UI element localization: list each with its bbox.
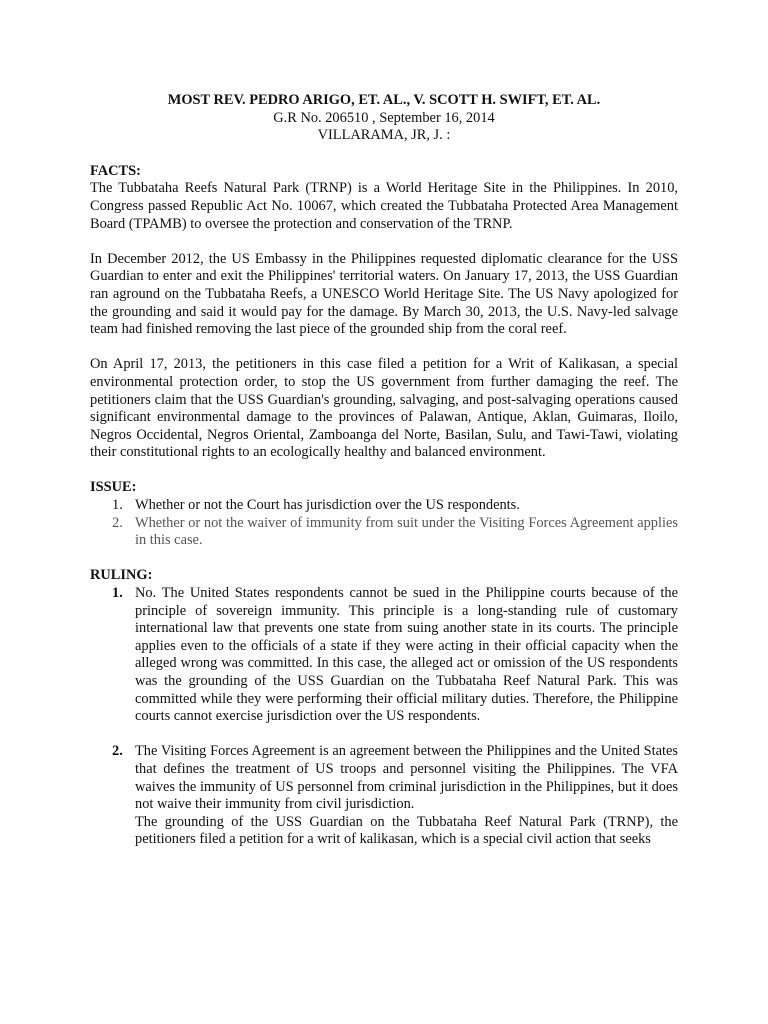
ruling-number: 1. <box>112 585 123 602</box>
ruling-item-1 <box>90 585 678 726</box>
issue-heading: ISSUE: <box>90 479 137 496</box>
ruling-text: The Visiting Forces Agreement is an agreement between the Philippines and the United States that defines the treatment of US troops and personnel visiting the Philippines. The VFA waives the immunity of US personnel from criminal jurisdiction in the Philippines, but it does not waive their immunity from civil jurisdiction. <box>135 743 678 813</box>
issue-list <box>90 497 678 550</box>
ruling-list <box>90 585 678 849</box>
ruling-text: No. The United States respondents cannot be sued in the Philippine courts because of the principle of sovereign immunity. This principle is a long-standing rule of customary international law that prevents one state from suing another state in its courts. The principle applies even to the officials of a state if they were acting in their official capacity when the alleged wrong was committed. In this case, the alleged act or omission of the US respondents was the grounding of the USS Guardian on the Tubbataha Reef Natural Park. This was committed while they were performing their official military duties. Therefore, the Philippine courts cannot exercise jurisdiction over the US respondents. <box>135 585 678 725</box>
case-header <box>90 92 678 145</box>
case-title: MOST REV. PEDRO ARIGO, ET. AL., V. SCOTT H. SWIFT, ET. AL. <box>167 92 601 108</box>
issue-item-2 <box>90 515 678 550</box>
issue-number: 1. <box>112 497 123 514</box>
facts-paragraph-3: On April 17, 2013, the petitioners in this case filed a petition for a Writ of Kalikasan, a special environmental protection order, to stop the US government from further damaging the reef. The petitioners claim that the USS Guardian's grounding, salvaging, and post-salvaging operations caused significant environmental damage to the provinces of Palawan, Antique, Aklan, Guimaras, Iloilo, Negros Occidental, Negros Oriental, Zamboanga del Norte, Basilan, Sulu, and Tawi-Tawi, violating their constitutional rights to an ecologically healthy and balanced environment. <box>90 356 678 461</box>
ruling-text-continued: The grounding of the USS Guardian on the Tubbataha Reef Natural Park (TRNP), the petitioners filed a petition for a writ of kalikasan, which is a special civil action that seeks <box>135 813 678 848</box>
ruling-number: 2. <box>112 743 123 760</box>
ruling-section <box>90 567 678 849</box>
issue-item-1 <box>90 497 678 515</box>
facts-paragraph-1: The Tubbataha Reefs Natural Park (TRNP) is a World Heritage Site in the Philippines. In 2010, Congress passed Republic Act No. 10067, which created the Tubbataha Protected Area Management Board (TPAMB) to oversee the protection and conservation of the TRNP. <box>90 180 678 232</box>
issue-section <box>90 479 678 549</box>
ruling-item-2 <box>90 743 678 849</box>
facts-section <box>90 163 678 462</box>
issue-text: Whether or not the Court has jurisdiction over the US respondents. <box>135 497 520 514</box>
issue-number: 2. <box>112 514 123 531</box>
ruling-heading: RULING: <box>90 567 153 584</box>
issue-text: Whether or not the waiver of immunity from suit under the Visiting Forces Agreement applies in this case. <box>135 514 678 549</box>
case-ponente: VILLARAMA, JR, J. : <box>317 127 451 144</box>
facts-heading: FACTS: <box>90 162 141 179</box>
document-page <box>90 92 678 849</box>
case-citation: G.R No. 206510 , September 16, 2014 <box>273 109 495 126</box>
facts-paragraph-2: In December 2012, the US Embassy in the Philippines requested diplomatic clearance for the USS Guardian to enter and exit the Philippines' territorial waters. On January 17, 2013, the USS Guardian ran aground on the Tubbataha Reefs, a UNESCO World Heritage Site. The US Navy apologized for the grounding and said it would pay for the damage. By March 30, 2013, the U.S. Navy-led salvage team had finished removing the last piece of the grounded ship from the coral reef. <box>90 250 678 338</box>
